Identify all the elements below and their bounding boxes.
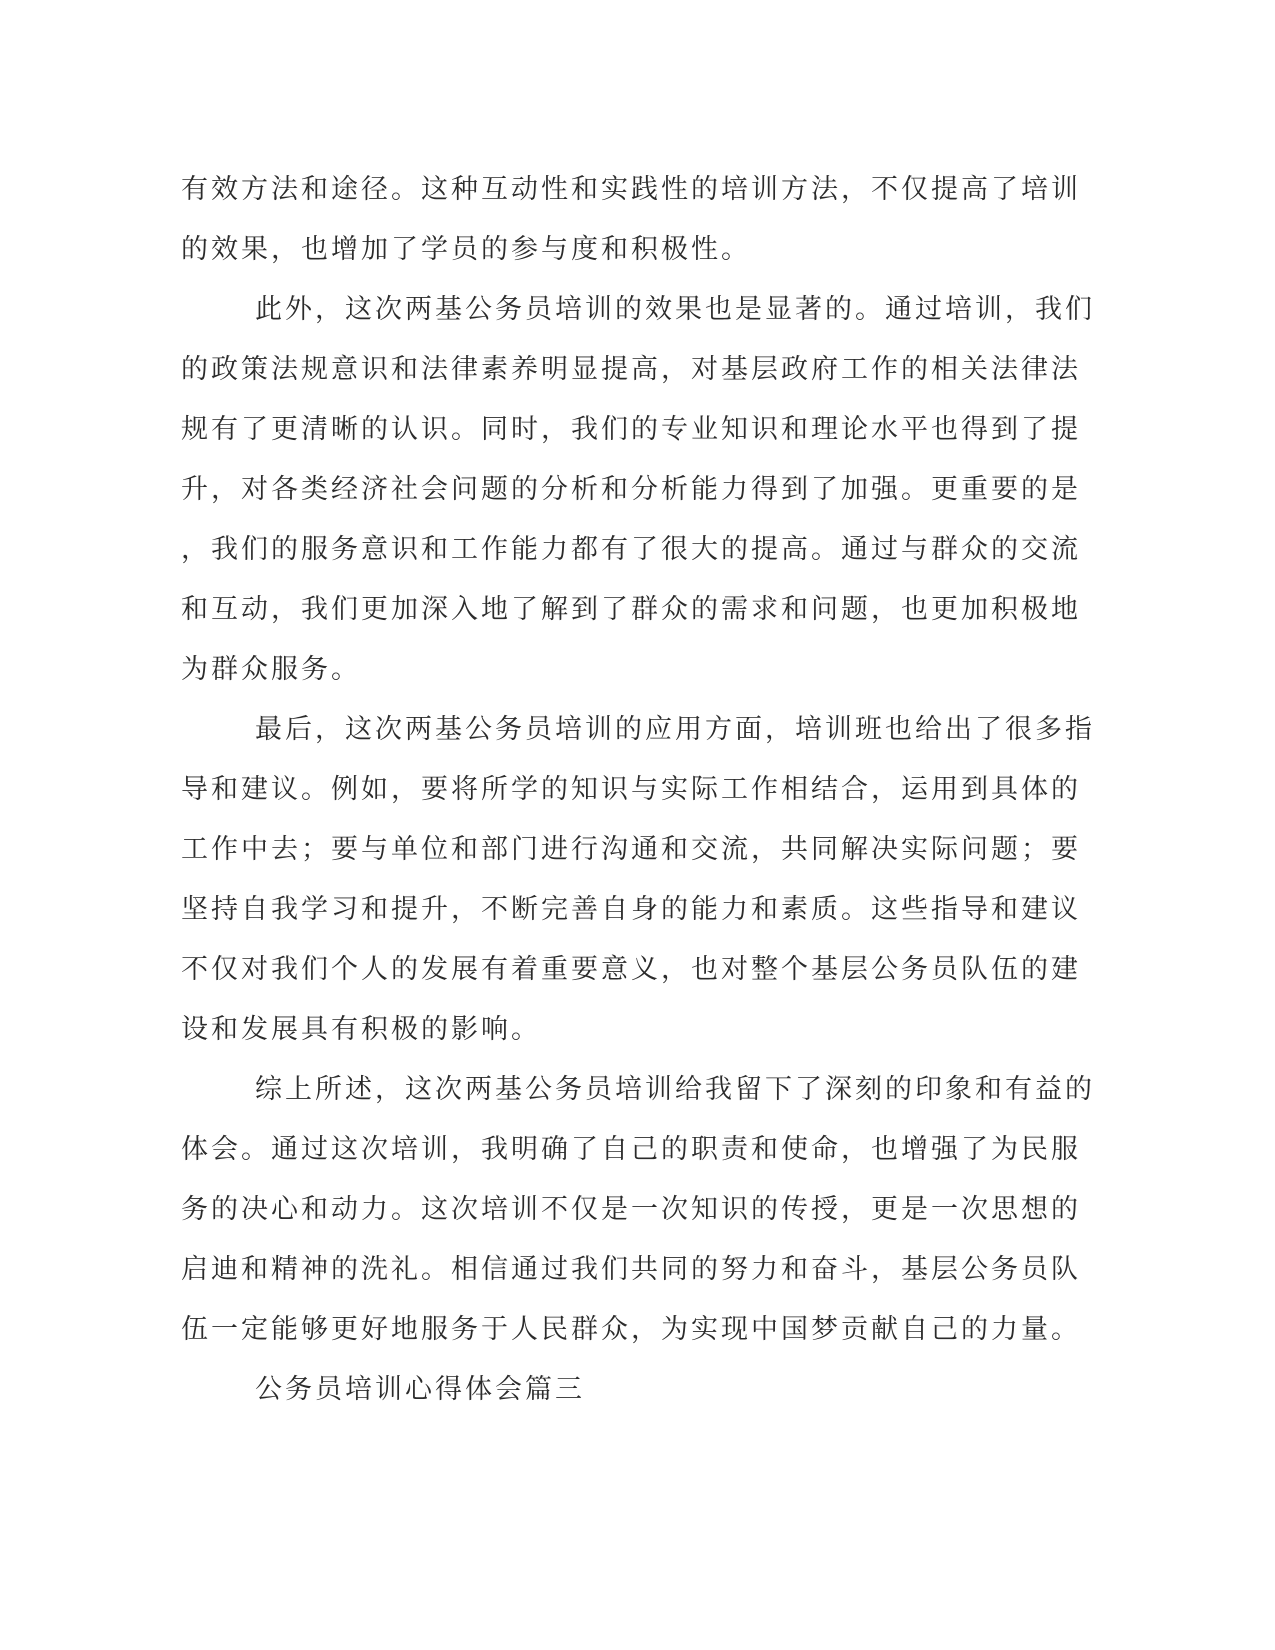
text-line: 工作中去；要与单位和部门进行沟通和交流，共同解决实际问题；要 [181,834,1081,865]
text-line: 不仅对我们个人的发展有着重要意义，也对整个基层公务员队伍的建 [181,954,1081,985]
text-line: 的政策法规意识和法律素养明显提高，对基层政府工作的相关法律法 [181,354,1081,385]
text-line: 的效果，也增加了学员的参与度和积极性。 [181,234,751,265]
text-line: 规有了更清晰的认识。同时，我们的专业知识和理论水平也得到了提 [181,414,1081,445]
paragraph-start-line: 最后，这次两基公务员培训的应用方面，培训班也给出了很多指 [255,714,1095,745]
text-line: 务的决心和动力。这次培训不仅是一次知识的传授，更是一次思想的 [181,1194,1081,1225]
text-line: 伍一定能够更好地服务于人民群众，为实现中国梦贡献自己的力量。 [181,1314,1081,1345]
text-line: 导和建议。例如，要将所学的知识与实际工作相结合，运用到具体的 [181,774,1081,805]
paragraph-start-line: 此外，这次两基公务员培训的效果也是显著的。通过培训，我们 [255,294,1095,325]
text-line: 设和发展具有积极的影响。 [181,1014,541,1045]
text-line: 和互动，我们更加深入地了解到了群众的需求和问题，也更加积极地 [181,594,1081,625]
paragraph-start-line: 综上所述，这次两基公务员培训给我留下了深刻的印象和有益的 [255,1074,1095,1105]
section-heading: 公务员培训心得体会篇三 [255,1374,585,1405]
text-line: 体会。通过这次培训，我明确了自己的职责和使命，也增强了为民服 [181,1134,1081,1165]
document-body [181,160,1095,1420]
text-line: ，我们的服务意识和工作能力都有了很大的提高。通过与群众的交流 [181,534,1081,565]
text-line: 坚持自我学习和提升，不断完善自身的能力和素质。这些指导和建议 [181,894,1081,925]
text-line: 启迪和精神的洗礼。相信通过我们共同的努力和奋斗，基层公务员队 [181,1254,1081,1285]
text-line: 有效方法和途径。这种互动性和实践性的培训方法，不仅提高了培训 [181,174,1081,205]
text-line: 为群众服务。 [181,654,361,685]
text-line: 升，对各类经济社会问题的分析和分析能力得到了加强。更重要的是 [181,474,1081,505]
